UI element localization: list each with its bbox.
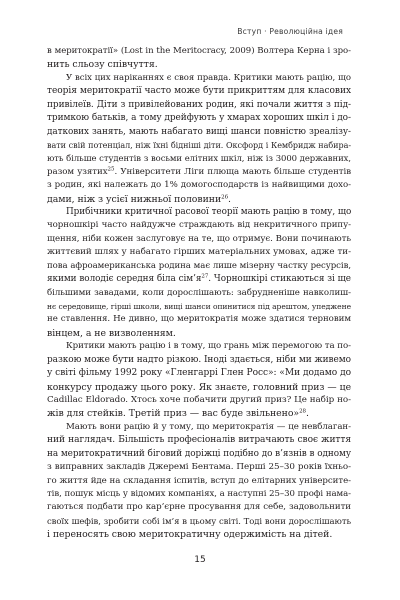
text-line	[47, 152, 351, 165]
line-text: гаються подбати про кар’єрне просування для себе, задовольнити	[47, 502, 351, 513]
line-text: жів для стейків. Третій приз — вас буде звільнено»	[47, 408, 300, 420]
text-line	[47, 179, 351, 192]
line-text-tail: .	[228, 193, 231, 205]
line-text: вати свій потенціал, ніж їхні бідніші діти. Оксфорд і Кембридж набира-	[47, 140, 351, 150]
text-line	[47, 126, 351, 139]
line-text: дами, ніж з усієї нижньої половини	[47, 193, 222, 205]
line-text: даткових занять, мають набагато вищі шанси повністю зреалізу-	[47, 126, 351, 137]
text-line	[47, 166, 351, 179]
line-text: У всіх цих наріканнях є своя правда. Критики мають рацію, що	[66, 72, 351, 83]
text-line	[47, 99, 351, 112]
line-text-tail: .	[305, 408, 309, 420]
line-text: тів, пошук місць у відомих компаніях, а наступні 25–30 профі нама-	[47, 488, 351, 499]
line-text: у світі фільму 1992 року «Гленгаррі Глен Росс»: «Ми додамо до	[47, 368, 351, 379]
text-line	[47, 461, 351, 474]
line-text: з родин, які належать до 1% домогосподарств із найвищими дохо-	[47, 180, 351, 191]
text-line	[47, 193, 351, 206]
footnote-ref: 27	[201, 273, 209, 280]
line-text: нить сльозу співчуття.	[47, 59, 158, 71]
line-text: на меритократичний біговий доріжці подібно до в’язнів в одному	[47, 448, 351, 459]
line-text: теорія меритократії часто може бути прикриттям для класових	[47, 86, 351, 97]
text-line	[47, 501, 351, 514]
line-text: чорношкірі часто найдужче страждають від некритичного припу-	[47, 220, 351, 231]
line-text: і переносять свою меритократичну одержимість на дітей.	[47, 529, 333, 541]
line-text: в меритократії» (Lost in the Meritocracy, 2009) Волтера Керна і зро-	[47, 46, 351, 56]
line-text: нє середовище, гірші школи, вищі шанси опинитися під арештом, упеджене	[47, 302, 351, 312]
text-line	[47, 85, 351, 98]
text-line	[47, 300, 351, 313]
text-line	[47, 407, 351, 420]
text-line	[47, 233, 351, 246]
text-line	[47, 72, 351, 85]
line-text: разом узятих	[47, 166, 108, 177]
footnote-ref: 26	[221, 194, 229, 201]
text-line	[47, 139, 351, 152]
line-text: життєвий шлях у набагато гірших матеріальних умовах, адже ти-	[47, 247, 351, 258]
footnote-ref: 28	[299, 408, 306, 415]
text-line	[47, 219, 351, 232]
line-text: конкурсу продажу цього року. Як знаєте, головний приз — це	[47, 381, 351, 393]
line-text: якими володіє середня біла сім’я	[47, 274, 202, 285]
line-text: більшими завадами, коли дорослішають: забрудненіше навколиш-	[47, 287, 351, 298]
text-line	[47, 260, 351, 273]
page-number: 15	[194, 555, 206, 565]
text-line	[47, 112, 351, 125]
text-line	[47, 448, 351, 461]
line-text: вінцем, а не визволенням.	[47, 327, 176, 339]
text-line	[47, 327, 351, 340]
text-line	[47, 434, 351, 447]
line-text: тримкою батьків, а тому дрейфують у хмарах хороших шкіл і до-	[47, 113, 351, 124]
line-text-tail: . Університети Ліги плюща мають більше студентів	[114, 166, 351, 177]
text-line	[47, 313, 351, 326]
text-line	[47, 287, 351, 300]
line-text: з виправних закладів Джеремі Бентама. Перші 25–30 років їхньо-	[47, 462, 351, 473]
line-text: не ставлення. Не дивно, що меритократія може здатися терновим	[47, 314, 351, 325]
footnote-ref: 25	[107, 166, 115, 173]
text-line	[47, 381, 351, 394]
line-text: своїх шефів, зробити собі ім’я в цьому світі. Тоді вони дорослішають	[47, 515, 351, 526]
line-text: ний наглядач. Більшість професіоналів витрачають своє життя	[47, 435, 351, 446]
text-line	[47, 58, 351, 71]
text-line	[47, 475, 351, 488]
text-line	[47, 45, 351, 58]
text-line	[47, 206, 351, 219]
text-line	[47, 273, 351, 286]
line-text: Критики мають рацію і в тому, що грань між перемогою та по-	[66, 341, 351, 352]
line-text: разкою може бути надто різкою. Іноді здається, ніби ми живемо	[47, 354, 351, 365]
body-text	[47, 45, 351, 542]
text-line	[47, 394, 351, 407]
text-line	[47, 367, 351, 380]
line-text-tail: . Чорношкірі стикаються зі ще	[208, 274, 351, 285]
line-text: привілеїв. Діти з привілейованих родин, які почали життя з під-	[47, 99, 351, 110]
text-line	[47, 528, 351, 541]
line-text: Cadillac Eldorado. Хтось хоче побачити другий приз? Це набір но-	[47, 394, 351, 405]
line-text: ють більше студентів з восьми елітних шкіл, ніж із 3000 державних,	[47, 153, 351, 164]
text-line	[47, 354, 351, 367]
text-line	[47, 488, 351, 501]
line-text: щення, ніби кожен заслуговує на те, що отримує. Вони починають	[47, 233, 351, 244]
text-line	[47, 515, 351, 528]
line-text: Прибічники критичної расової теорії мають рацію в тому, що	[66, 207, 352, 218]
text-line	[47, 246, 351, 259]
text-line	[47, 421, 351, 434]
line-text: Мають вони рацію й у тому, що меритократія — це невблаган-	[66, 421, 351, 432]
text-line	[47, 340, 351, 353]
line-text: пова афроамериканська родина має лише мізерну частку ресурсів,	[47, 260, 351, 271]
line-text: го життя йде на складання іспитів, вступ до елітарних університе-	[47, 475, 351, 486]
running-header: Вступ · Революційна ідея	[237, 27, 343, 36]
